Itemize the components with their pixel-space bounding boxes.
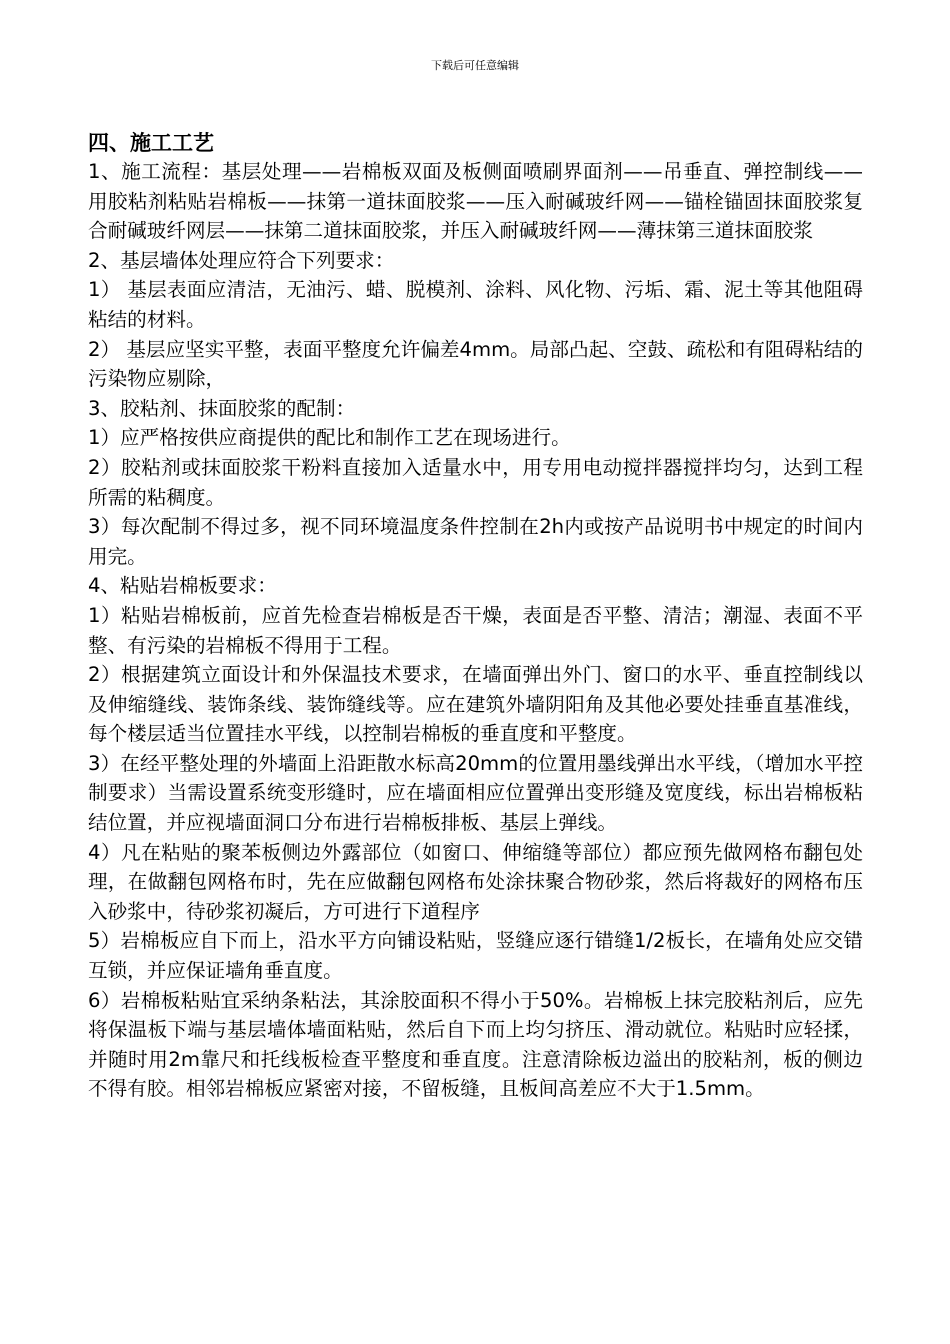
page-header-note: 下载后可任意编辑 xyxy=(431,59,519,72)
paragraph-bonding-item-2: 2）根据建筑立面设计和外保温技术要求，在墙面弹出外门、窗口的水平、垂直控制线以及伸缩缝线、装饰条线、装饰缝线等。应在建筑外墙阴阳角及其他必要处挂垂直基准线，每个楼层适当位置挂水平线，以控制岩棉板的垂直度和平整度。 xyxy=(88,663,863,746)
paragraph-base-wall-heading: 2、基层墙体处理应符合下列要求： xyxy=(88,248,395,272)
paragraph-bonding-item-4: 4）凡在粘贴的聚苯板侧边外露部位（如窗口、伸缩缝等部位）都应预先做网格布翻包处理，在做翻包网格布时，先在应做翻包网格布处涂抹聚合物砂浆，然后将裁好的网格布压入砂浆中，待砂浆初凝后，方可进行下道程序 xyxy=(88,840,863,923)
section-title: 四、施工工艺 xyxy=(88,131,214,155)
paragraph-bonding-item-3: 3）在经平整处理的外墙面上沿距散水标高20mm的位置用墨线弹出水平线，（增加水平控制要求）当需设置系统变形缝时，应在墙面相应位置弹出变形缝及宽度线，标出岩棉板粘结位置，并应视墙面洞口分布进行岩棉板排板、基层上弹线。 xyxy=(88,751,863,835)
paragraph-base-wall-item-2: 2） 基层应坚实平整，表面平整度允许偏差4mm。局部凸起、空鼓、疏松和有阻碍粘结的污染物应剔除， xyxy=(88,337,863,391)
paragraph-mixing-item-2: 2）胶粘剂或抹面胶浆干粉料直接加入适量水中，用专用电动搅拌器搅拌均匀，达到工程所需的粘稠度。 xyxy=(88,455,863,509)
paragraph-mixing-heading: 3、胶粘剂、抹面胶浆的配制： xyxy=(88,396,356,420)
paragraph-bonding-item-1: 1）粘贴岩棉板前，应首先检查岩棉板是否干燥，表面是否平整、清洁；潮湿、表面不平整、有污染的岩棉板不得用于工程。 xyxy=(88,603,863,657)
document-body xyxy=(88,129,863,1104)
paragraph-base-wall-item-1: 1） 基层表面应清洁，无油污、蜡、脱模剂、涂料、风化物、污垢、霜、泥土等其他阻碍粘结的材料。 xyxy=(88,278,863,331)
paragraph-bonding-item-5: 5）岩棉板应自下而上，沿水平方向铺设粘贴，竖缝应逐行错缝1/2板长，在墙角处应交错互锁，并应保证墙角垂直度。 xyxy=(88,929,863,983)
paragraph-bonding-item-6: 6）岩棉板粘贴宜采纳条粘法，其涂胶面积不得小于50%。岩棉板上抹完胶粘剂后，应先将保温板下端与基层墙体墙面粘贴，然后自下而上均匀挤压、滑动就位。粘贴时应轻揉，并随时用2m靠尺和托线板检查平整度和垂直度。注意清除板边溢出的胶粘剂，板的侧边不得有胶。相邻岩棉板应紧密对接，不留板缝，且板间高差应不大于1.5mm。 xyxy=(88,988,863,1101)
paragraph-mixing-item-3: 3）每次配制不得过多，视不同环境温度条件控制在2h内或按产品说明书中规定的时间内用完。 xyxy=(88,515,863,568)
paragraph-process-flow: 1、施工流程：基层处理——岩棉板双面及板侧面喷刷界面剂——吊垂直、弹控制线——用胶粘剂粘贴岩棉板——抹第一道抹面胶浆——压入耐碱玻纤网——锚栓锚固抹面胶浆复合耐碱玻纤网层——抹第二道抹面胶浆，并压入耐碱玻纤网——薄抹第三道抹面胶浆 xyxy=(88,160,863,243)
paragraph-mixing-item-1: 1）应严格按供应商提供的配比和制作工艺在现场进行。 xyxy=(88,426,571,450)
paragraph-bonding-heading: 4、粘贴岩棉板要求： xyxy=(88,574,277,598)
